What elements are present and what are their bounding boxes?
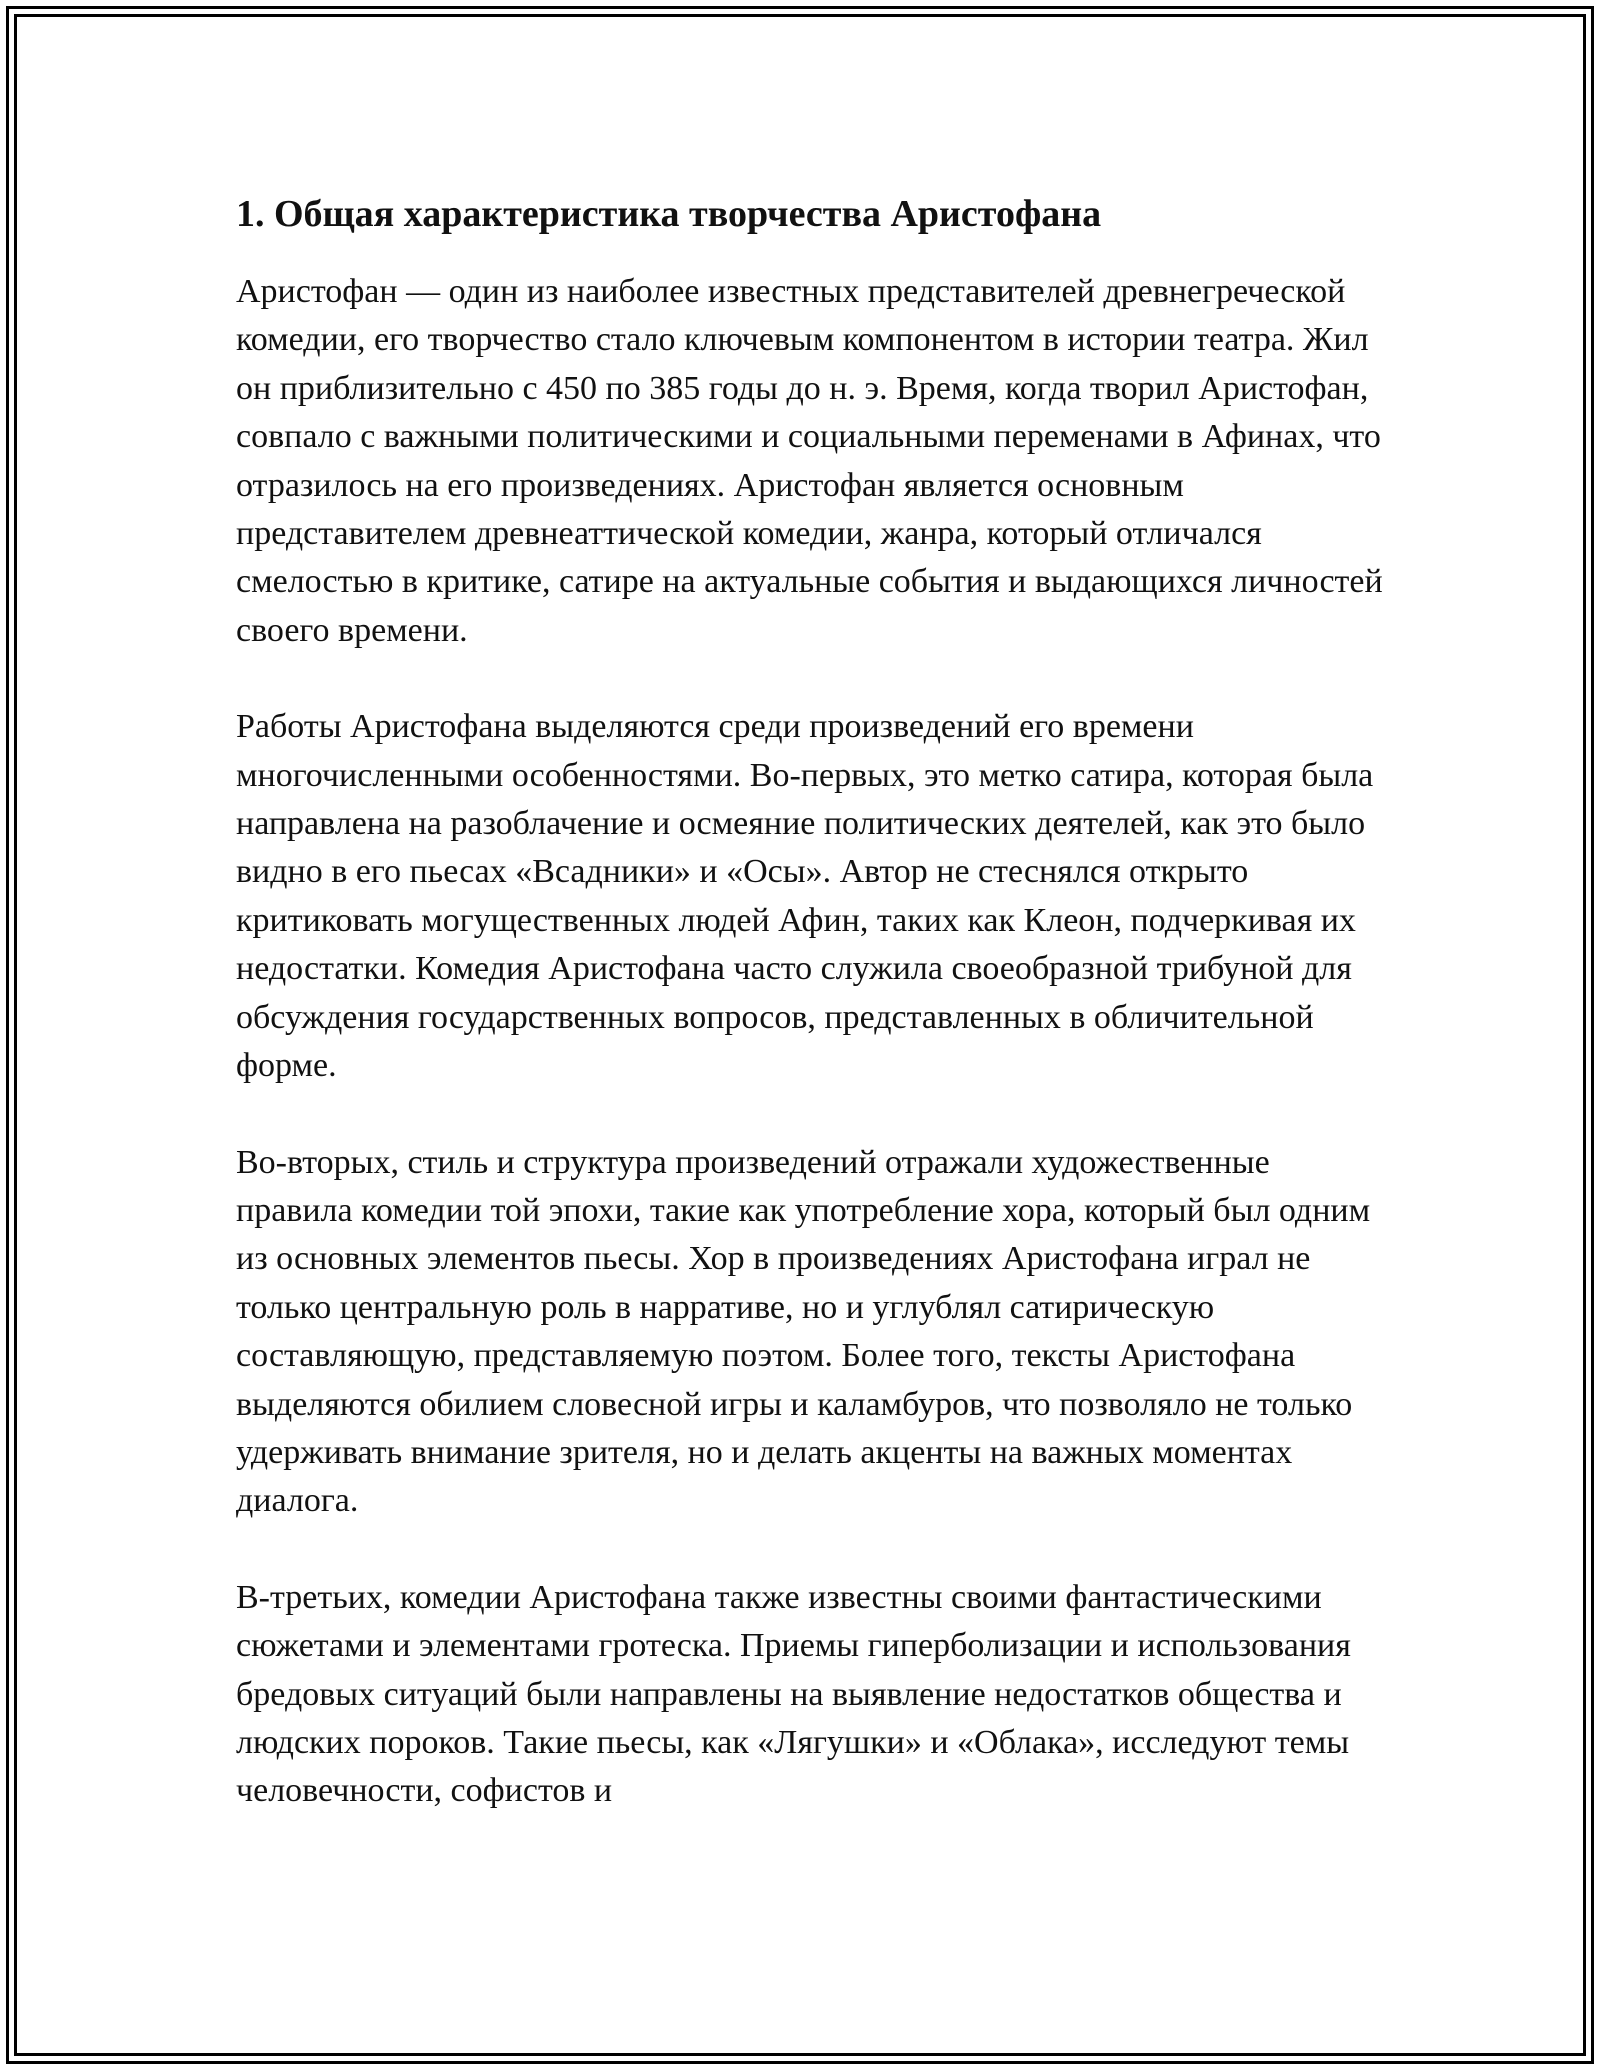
document-page xyxy=(236,186,1386,1816)
paragraph-2: Работы Аристофана выделяются среди произведений его времени многочисленными особенностями. Во-первых, это метко сатира, которая была направлена на разоблачение и осмеяние политических деятелей, как это было видно в его пьесах «Всадники» и «Осы». Автор не стеснялся открыто критиковать могущественных людей Афин, таких как Клеон, подчеркивая их недостатки. Комедия Аристофана часто служила своеобразной трибуной для обсуждения государственных вопросов, представленных в обличительной форме. xyxy=(236,708,1374,1085)
section-heading: 1. Общая характеристика творчества Аристофана xyxy=(236,193,1102,235)
paragraph-4: В-третьих, комедии Аристофана также известны своими фантастическими сюжетами и элементами гротеска. Приемы гиперболизации и использования бредовых ситуаций были направлены на выявление недостатков общества и людских пороков. Такие пьесы, как «Лягушки» и «Облака», исследуют темы человечности, софистов и xyxy=(236,1578,1351,1810)
paragraph-3: Во-вторых, стиль и структура произведений отражали художественные правила комедии той эпохи, такие как употребление хора, который был одним из основных элементов пьесы. Хор в произведениях Аристофана играл не только центральную роль в нарративе, но и углублял сатирическую составляющую, представляемую поэтом. Более того, тексты Аристофана выделяются обилием словесной игры и каламбуров, что позволяло не только удерживать внимание зрителя, но и делать акценты на важных моментах диалога. xyxy=(236,1143,1371,1520)
paragraph-1: Аристофан — один из наиболее известных представителей древнегреческой комедии, его творчество стало ключевым компонентом в истории театра. Жил он приблизительно с 450 по 385 годы до н. э. Время, когда творил Аристофан, совпало с важными политическими и социальными переменами в Афинах, что отразилось на его произведениях. Аристофан является основным представителем древнеаттической комедии, жанра, который отличался смелостью в критике, сатире на актуальные события и выдающихся личностей своего времени. xyxy=(236,273,1383,649)
